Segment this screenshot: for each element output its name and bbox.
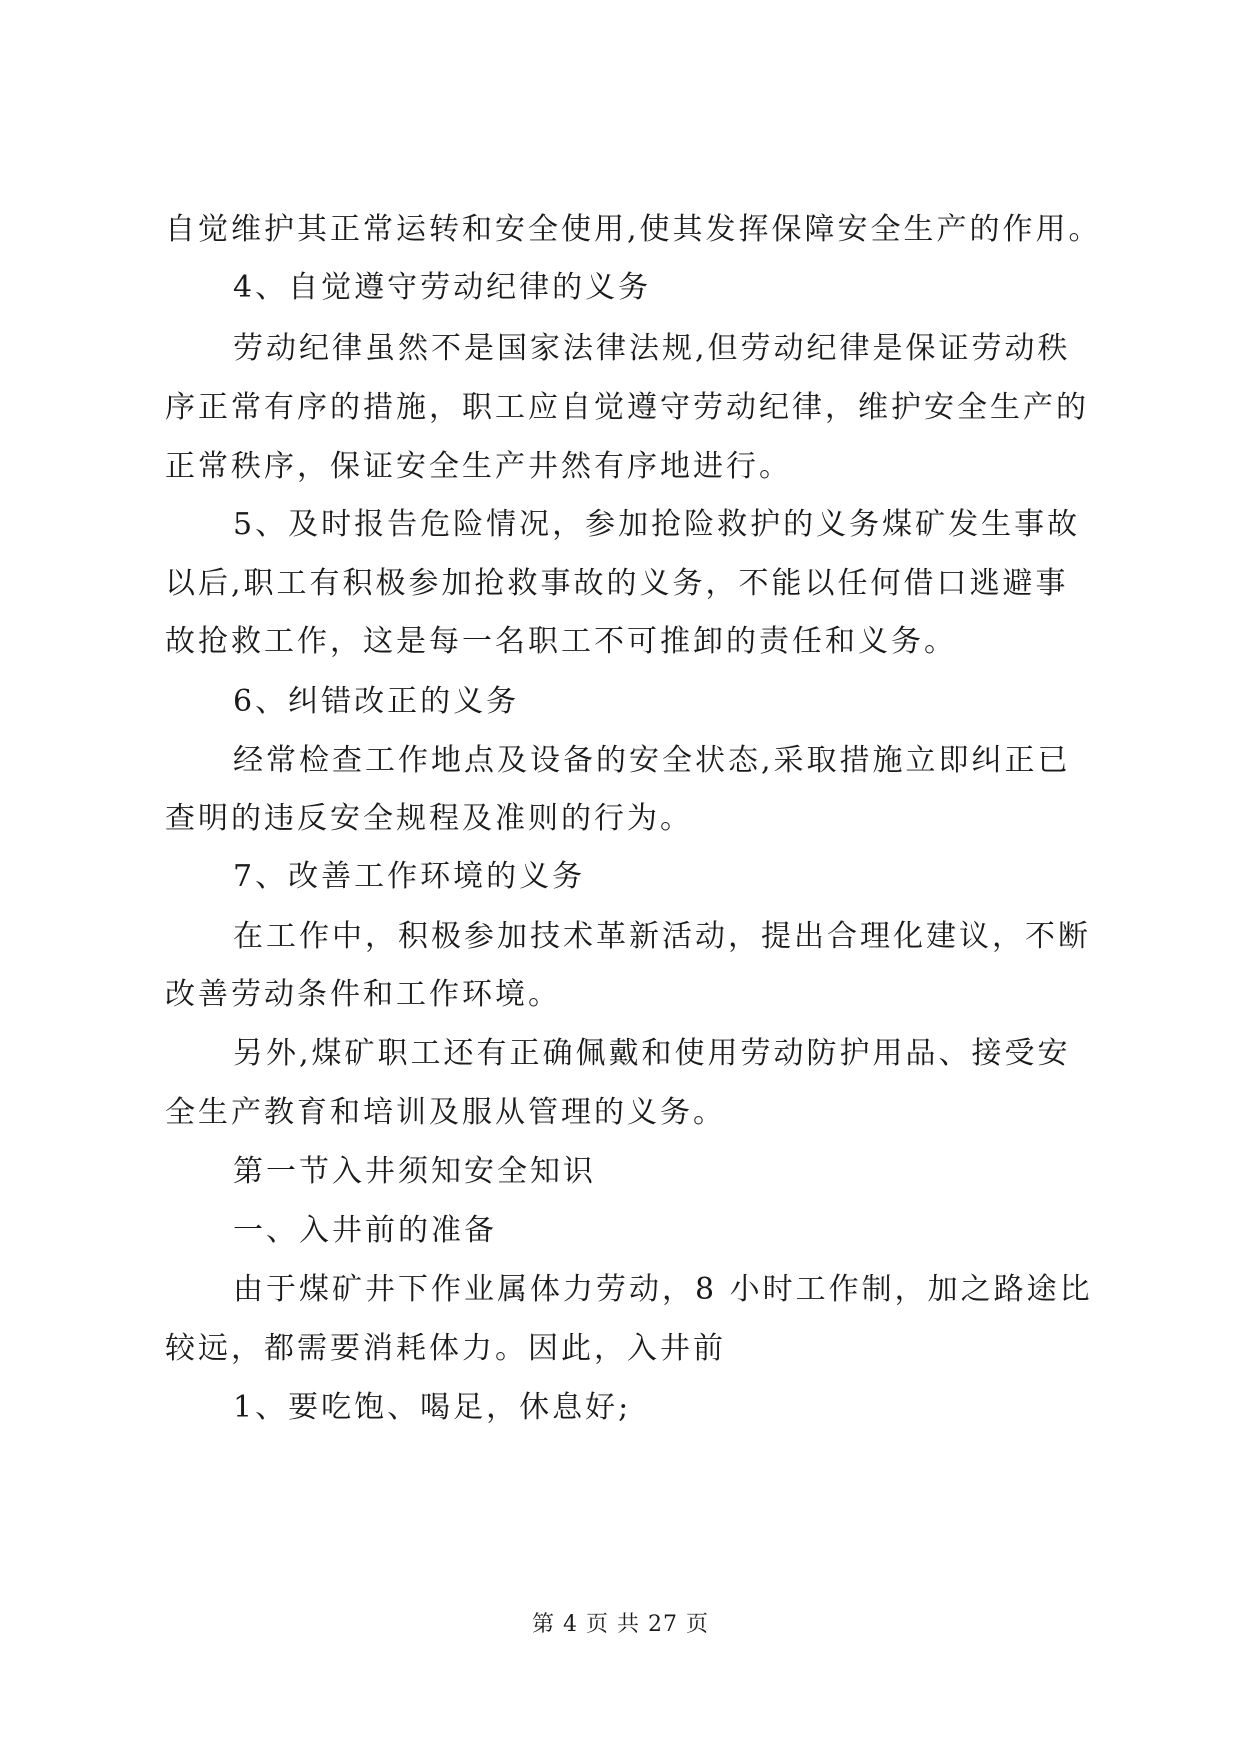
text-line: 在工作中，积极参加技术革新活动，提出合理化建议，不断: [233, 919, 1091, 954]
text-line: 正常秩序，保证安全生产井然有序地进行。: [165, 449, 792, 484]
text-line: 1、要吃饱、喝足，休息好;: [233, 1390, 632, 1425]
text-line: 全生产教育和培训及服从管理的义务。: [165, 1095, 726, 1130]
text-line: 以后,职工有积极参加抢救事故的义务，不能以任何借口逃避事: [165, 566, 1069, 601]
text-line: 查明的违反安全规程及准则的行为。: [165, 801, 693, 836]
text-line: 5、及时报告危险情况，参加抢险救护的义务煤矿发生事故: [233, 507, 1081, 542]
text-line: 故抢救工作，这是每一名职工不可推卸的责任和义务。: [165, 624, 957, 659]
section-heading: 4、自觉遵守劳动纪律的义务: [233, 270, 652, 305]
text-line: 劳动纪律虽然不是国家法律法规,但劳动纪律是保证劳动秩: [233, 331, 1071, 366]
section-heading: 7、改善工作环境的义务: [233, 859, 586, 894]
text-line: 序正常有序的措施，职工应自觉遵守劳动纪律，维护安全生产的: [165, 390, 1089, 425]
section-heading: 第一节入井须知安全知识: [233, 1154, 596, 1189]
text-line: 经常检查工作地点及设备的安全状态,采取措施立即纠正已: [233, 743, 1071, 778]
text-line: 由于煤矿井下作业属体力劳动，8 小时工作制，加之路途比: [233, 1272, 1093, 1307]
text-line: 另外,煤矿职工还有正确佩戴和使用劳动防护用品、接受安: [233, 1036, 1071, 1071]
text-line: 改善劳动条件和工作环境。: [165, 977, 561, 1012]
section-heading: 6、纠错改正的义务: [233, 684, 520, 719]
section-heading: 一、入井前的准备: [233, 1213, 497, 1248]
text-line: 较远，都需要消耗体力。因此，入井前: [165, 1331, 726, 1366]
page-footer: 第 4 页 共 27 页: [532, 1612, 709, 1637]
text-line: 自觉维护其正常运转和安全使用,使其发挥保障安全生产的作用。: [165, 212, 1102, 247]
